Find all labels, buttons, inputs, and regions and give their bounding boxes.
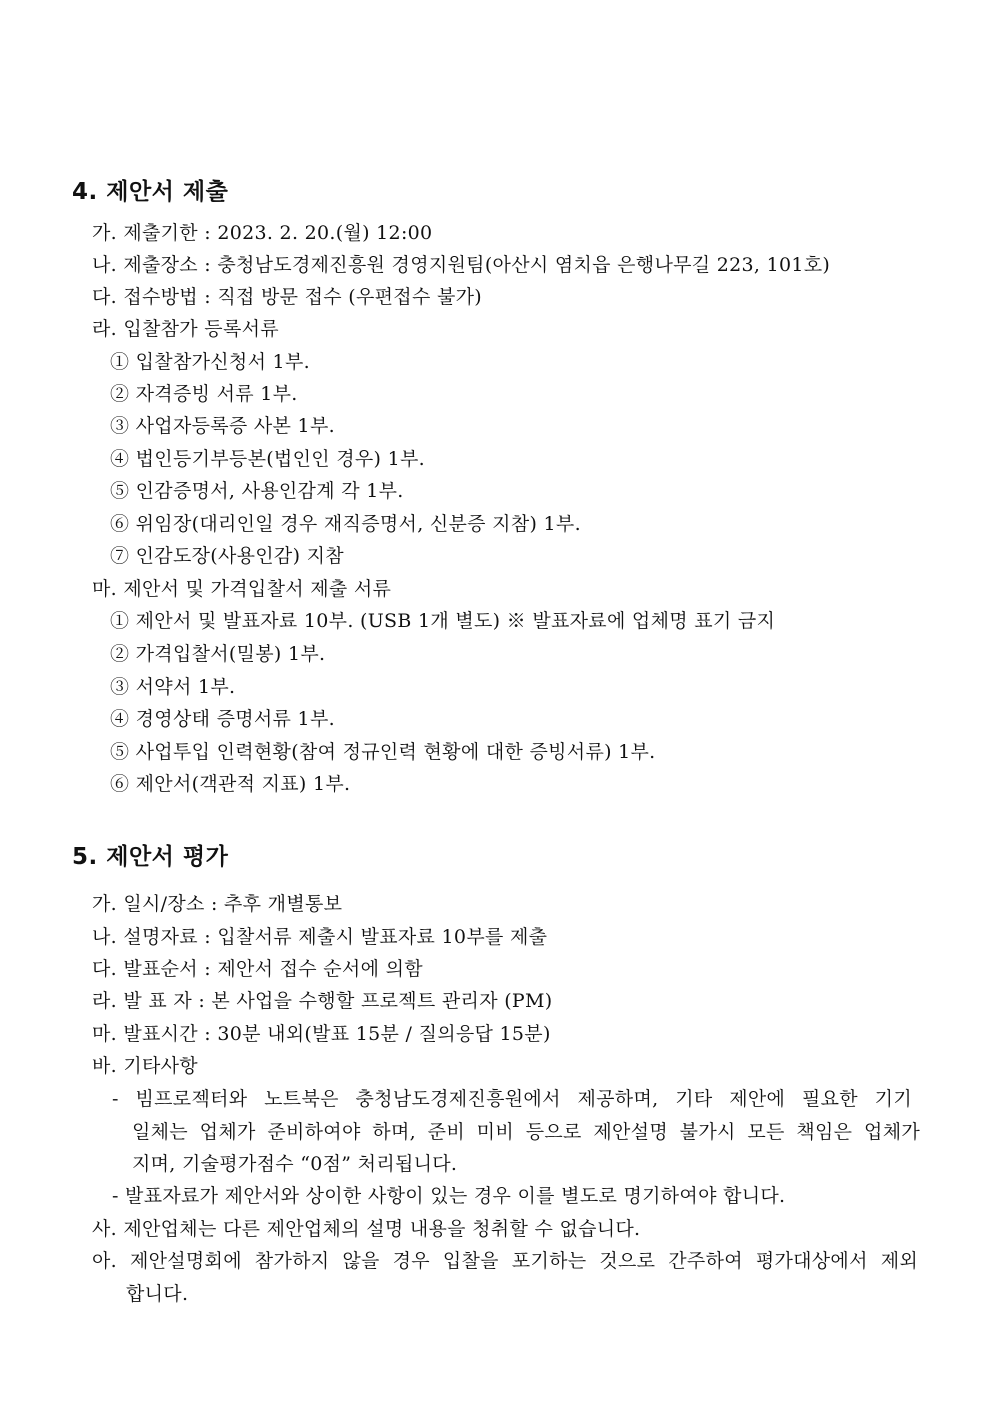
section-4-title: 4. 제안서 제출 xyxy=(72,179,229,205)
section-5-title: 5. 제안서 평가 xyxy=(72,844,229,870)
proposal-doc-item: ⑥ 제안서(객관적 지표) 1부. xyxy=(110,773,351,795)
proposal-doc-item: ④ 경영상태 증명서류 1부. xyxy=(110,708,335,730)
presenter: 라. 발 표 자 : 본 사업을 수행할 프로젝트 관리자 (PM) xyxy=(92,990,553,1012)
note-line: - 발표자료가 제안서와 상이한 사항이 있는 경우 이를 별도로 명기하여야 합니다. xyxy=(112,1185,786,1207)
registration-doc-item: ⑤ 인감증명서, 사용인감계 각 1부. xyxy=(110,480,404,502)
listening-restriction: 사. 제안업체는 다른 제안업체의 설명 내용을 청취할 수 없습니다. xyxy=(92,1218,641,1240)
proposal-doc-item: ① 제안서 및 발표자료 10부. (USB 1개 별도) ※ 발표자료에 업체명 표기 금지 xyxy=(110,610,776,632)
registration-doc-item: ⑥ 위임장(대리인일 경우 재직증명서, 신분증 지참) 1부. xyxy=(110,513,581,535)
registration-doc-item: ① 입찰참가신청서 1부. xyxy=(110,351,310,373)
absence-rule-continued: 합니다. xyxy=(126,1283,189,1305)
note-line: 일체는 업체가 준비하여야 하며, 준비 미비 등으로 제안설명 불가시 모든 책임은 업체가 xyxy=(132,1121,920,1143)
submission-method: 다. 접수방법 : 직접 방문 접수 (우편접수 불가) xyxy=(92,286,482,308)
proposal-docs-heading: 마. 제안서 및 가격입찰서 제출 서류 xyxy=(92,578,392,600)
note-line: - 빔프로젝터와 노트북은 충청남도경제진흥원에서 제공하며, 기타 제안에 필요한 기기 xyxy=(112,1088,912,1110)
proposal-doc-item: ⑤ 사업투입 인력현황(참여 정규인력 현황에 대한 증빙서류) 1부. xyxy=(110,741,656,763)
proposal-doc-item: ② 가격입찰서(밀봉) 1부. xyxy=(110,643,326,665)
submission-location: 나. 제출장소 : 충청남도경제진흥원 경영지원팀(아산시 염치읍 은행나무길 223, 101호) xyxy=(92,254,831,276)
note-line: 지며, 기술평가점수 “0점” 처리됩니다. xyxy=(132,1153,458,1175)
submission-deadline: 가. 제출기한 : 2023. 2. 20.(월) 12:00 xyxy=(92,222,433,244)
presentation-order: 다. 발표순서 : 제안서 접수 순서에 의함 xyxy=(92,958,423,980)
proposal-doc-item: ③ 서약서 1부. xyxy=(110,676,236,698)
evaluation-materials: 나. 설명자료 : 입찰서류 제출시 발표자료 10부를 제출 xyxy=(92,926,548,948)
registration-doc-item: ⑦ 인감도장(사용인감) 지참 xyxy=(110,545,344,567)
registration-doc-item: ③ 사업자등록증 사본 1부. xyxy=(110,415,335,437)
presentation-time: 마. 발표시간 : 30분 내외(발표 15분 / 질의응답 15분) xyxy=(92,1023,551,1045)
other-notes-heading: 바. 기타사항 xyxy=(92,1055,198,1077)
evaluation-schedule: 가. 일시/장소 : 추후 개별통보 xyxy=(92,893,343,915)
absence-rule: 아. 제안설명회에 참가하지 않을 경우 입찰을 포기하는 것으로 간주하여 평가대상에서 제외 xyxy=(92,1250,918,1272)
registration-doc-item: ② 자격증빙 서류 1부. xyxy=(110,383,298,405)
registration-doc-item: ④ 법인등기부등본(법인인 경우) 1부. xyxy=(110,448,425,470)
registration-docs-heading: 라. 입찰참가 등록서류 xyxy=(92,318,279,340)
